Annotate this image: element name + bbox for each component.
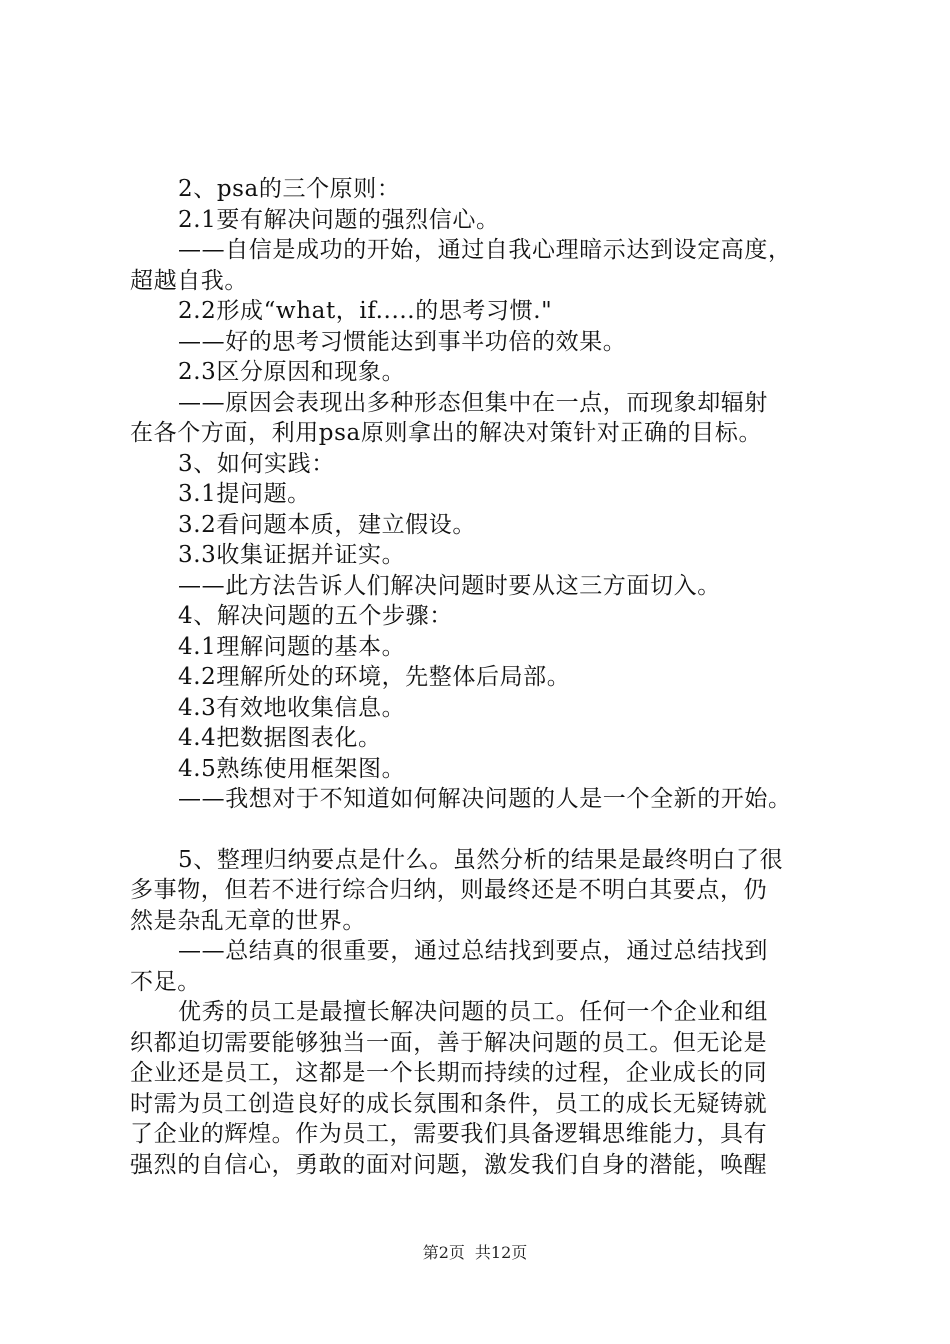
text-line: 4.4把数据图表化。 (178, 725, 382, 751)
text-line: 4.2理解所处的环境，先整体后局部。 (178, 664, 571, 690)
section-heading-3: 3、如何实践： (178, 450, 335, 477)
text-line: 2.3区分原因和现象。 (178, 359, 406, 385)
text-line: ——自信是成功的开始，通过自我心理暗示达到设定高度， (178, 237, 792, 263)
page-footer (0, 1243, 950, 1263)
text-line: 多事物，但若不进行综合归纳，则最终还是不明白其要点，仍 (130, 877, 768, 903)
text-line: 3.2看问题本质，建立假设。 (178, 511, 476, 538)
paragraph-gap (130, 815, 835, 845)
text-line: ——原因会表现出多种形态但集中在一点，而现象却辐射 (178, 389, 768, 416)
text-line: ——总结真的很重要，通过总结找到要点，通过总结找到 (178, 938, 768, 964)
text-line: 了企业的辉煌。作为员工，需要我们具备逻辑思维能力，具有 (130, 1121, 768, 1147)
text-line: 不足。 (130, 968, 201, 995)
section-heading-5: 5、整理归纳要点是什么。虽然分析的结果是最终明白了很 (178, 846, 784, 873)
section-heading-2: 2、psa的三个原则： (178, 176, 401, 202)
text-line: 时需为员工创造良好的成长氛围和条件，员工的成长无疑铸就 (130, 1090, 768, 1117)
text-line: 优秀的员工是最擅长解决问题的员工。任何一个企业和组 (178, 999, 768, 1025)
text-line: ——我想对于不知道如何解决问题的人是一个全新的开始。 (178, 786, 792, 812)
page-total: 共12页 (474, 1243, 528, 1262)
text-line: 2.1要有解决问题的强烈信心。 (178, 206, 500, 233)
text-line: 3.1提问题。 (178, 481, 311, 507)
text-line: 3.3收集证据并证实。 (178, 542, 406, 568)
text-line: 然是杂乱无章的世界。 (130, 907, 366, 934)
page-number: 第2页 (422, 1243, 465, 1262)
text-line: 4.1理解问题的基本。 (178, 633, 406, 660)
text-line: 2.2形成“what，if.....的思考习惯." (178, 298, 553, 324)
text-line: 强烈的自信心，勇敢的面对问题，激发我们自身的潜能，唤醒 (130, 1151, 768, 1178)
text-line: ——此方法告诉人们解决问题时要从这三方面切入。 (178, 572, 721, 599)
text-line: 织都迫切需要能够独当一面，善于解决问题的员工。但无论是 (130, 1029, 768, 1056)
text-line: 企业还是员工，这都是一个长期而持续的过程，企业成长的同 (130, 1060, 768, 1086)
document-body (130, 174, 835, 1180)
text-line: ——好的思考习惯能达到事半功倍的效果。 (178, 328, 627, 355)
text-line: 4.5熟练使用框架图。 (178, 755, 406, 782)
section-heading-4: 4、解决问题的五个步骤： (178, 603, 453, 629)
text-line: 4.3有效地收集信息。 (178, 694, 406, 721)
text-line: 超越自我。 (130, 267, 248, 294)
text-line: 在各个方面，利用psa原则拿出的解决对策针对正确的目标。 (130, 420, 763, 446)
